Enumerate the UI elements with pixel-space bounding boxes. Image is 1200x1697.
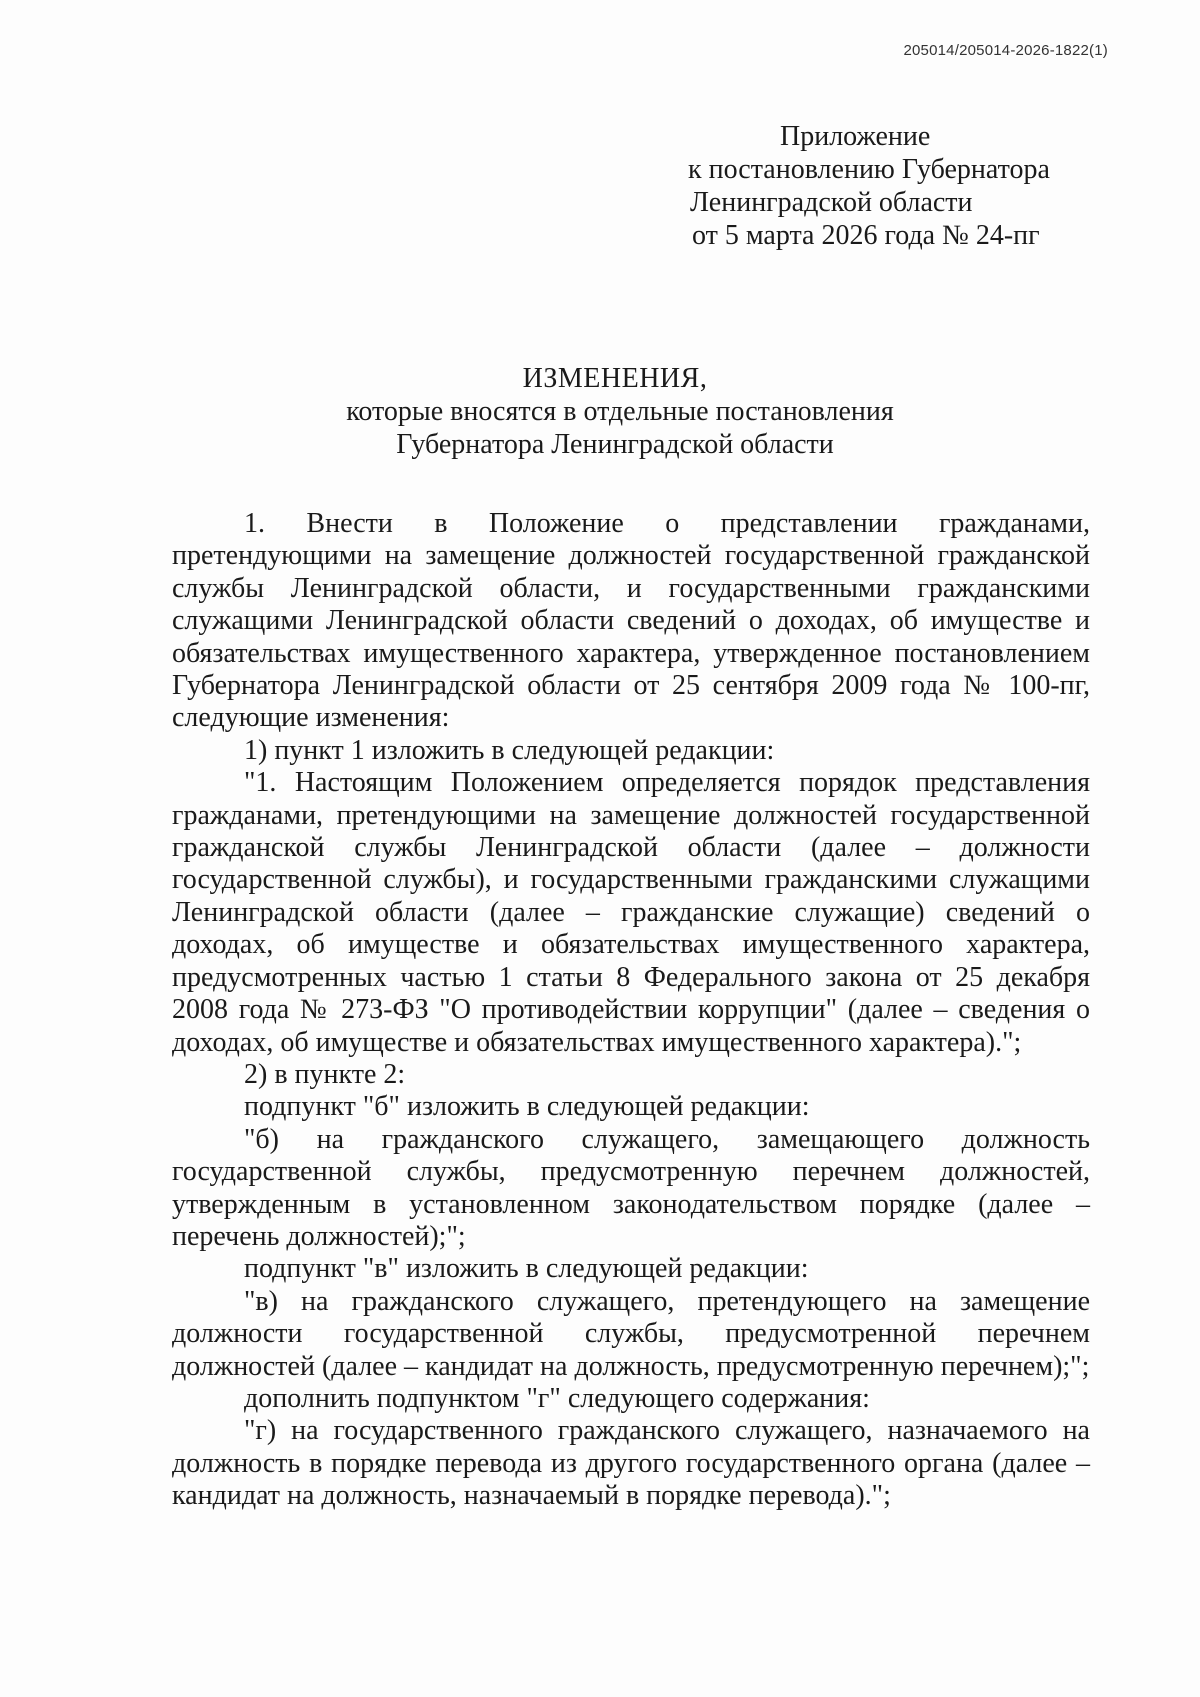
title-subtitle-2: Губернатора Ленинградской области [396, 429, 834, 460]
paragraph-5: подпункт "б" изложить в следующей редакции: [244, 1091, 810, 1123]
paragraph-9: дополнить подпунктом "г" следующего содержания: [244, 1382, 870, 1414]
appendix-title: Приложение [780, 121, 931, 152]
paragraph-8: "в) на гражданского служащего, претендующего на замещение должности государственной службы, предусмотренной перечнем должностей (далее – кандидат на должность, предусмотренную перечнем);"; [172, 1285, 1090, 1382]
paragraph-2: 1) пункт 1 изложить в следующей редакции: [244, 734, 775, 766]
paragraph-7: подпункт "в" изложить в следующей редакции: [244, 1253, 809, 1285]
document-body [172, 508, 1090, 1513]
paragraph-3: "1. Настоящим Положением определяется порядок представления гражданами, претендующими на замещение должностей государственной гражданской службы Ленинградской области (далее – должности государственной службы), и государственными гражданскими служащими Ленинградской области (далее – гражданские служащие) сведений о доходах, об имуществе и обязательствах имущественного характера, предусмотренных частью 1 статьи 8 Федерального закона от 25 декабря 2008 года № 273-ФЗ "О противодействии коррупции" (далее – сведения о доходах, об имуществе и обязательствах имущественного характера)."; [172, 767, 1090, 1058]
appendix-block [688, 120, 1108, 252]
paragraph-1: 1. Внести в Положение о представлении гражданами, претендующими на замещение должностей государственной гражданской службы Ленинградской области, и государственными гражданскими служащими Ленинградской области сведений о доходах, об имуществе и обязательствах имущественного характера, утвержденное постановлением Губернатора Ленинградской области от 25 сентября 2009 года № 100-пг, следующие изменения: [172, 508, 1090, 734]
paragraph-10: "г) на государственного гражданского служащего, назначаемого на должность в порядке перевода из другого государственного органа (далее – кандидат на должность, назначаемый в порядке перевода)."; [172, 1415, 1090, 1512]
appendix-reference: к постановлению Губернатора [688, 154, 1050, 185]
document-id: 205014/205014-2026-1822(1) [903, 42, 1108, 59]
appendix-region: Ленинградской области [690, 187, 973, 218]
appendix-date-number: от 5 марта 2026 года № 24-пг [692, 220, 1040, 251]
title-heading: ИЗМЕНЕНИЯ, [522, 363, 708, 394]
title-subtitle-1: которые вносятся в отдельные постановления [346, 396, 894, 427]
document-title [0, 362, 1200, 461]
paragraph-4: 2) в пункте 2: [244, 1058, 406, 1090]
paragraph-6: "б) на гражданского служащего, замещающего должность государственной службы, предусмотренную перечнем должностей, утвержденным в установленном законодательством порядке (далее – перечень должностей);"; [172, 1123, 1090, 1252]
